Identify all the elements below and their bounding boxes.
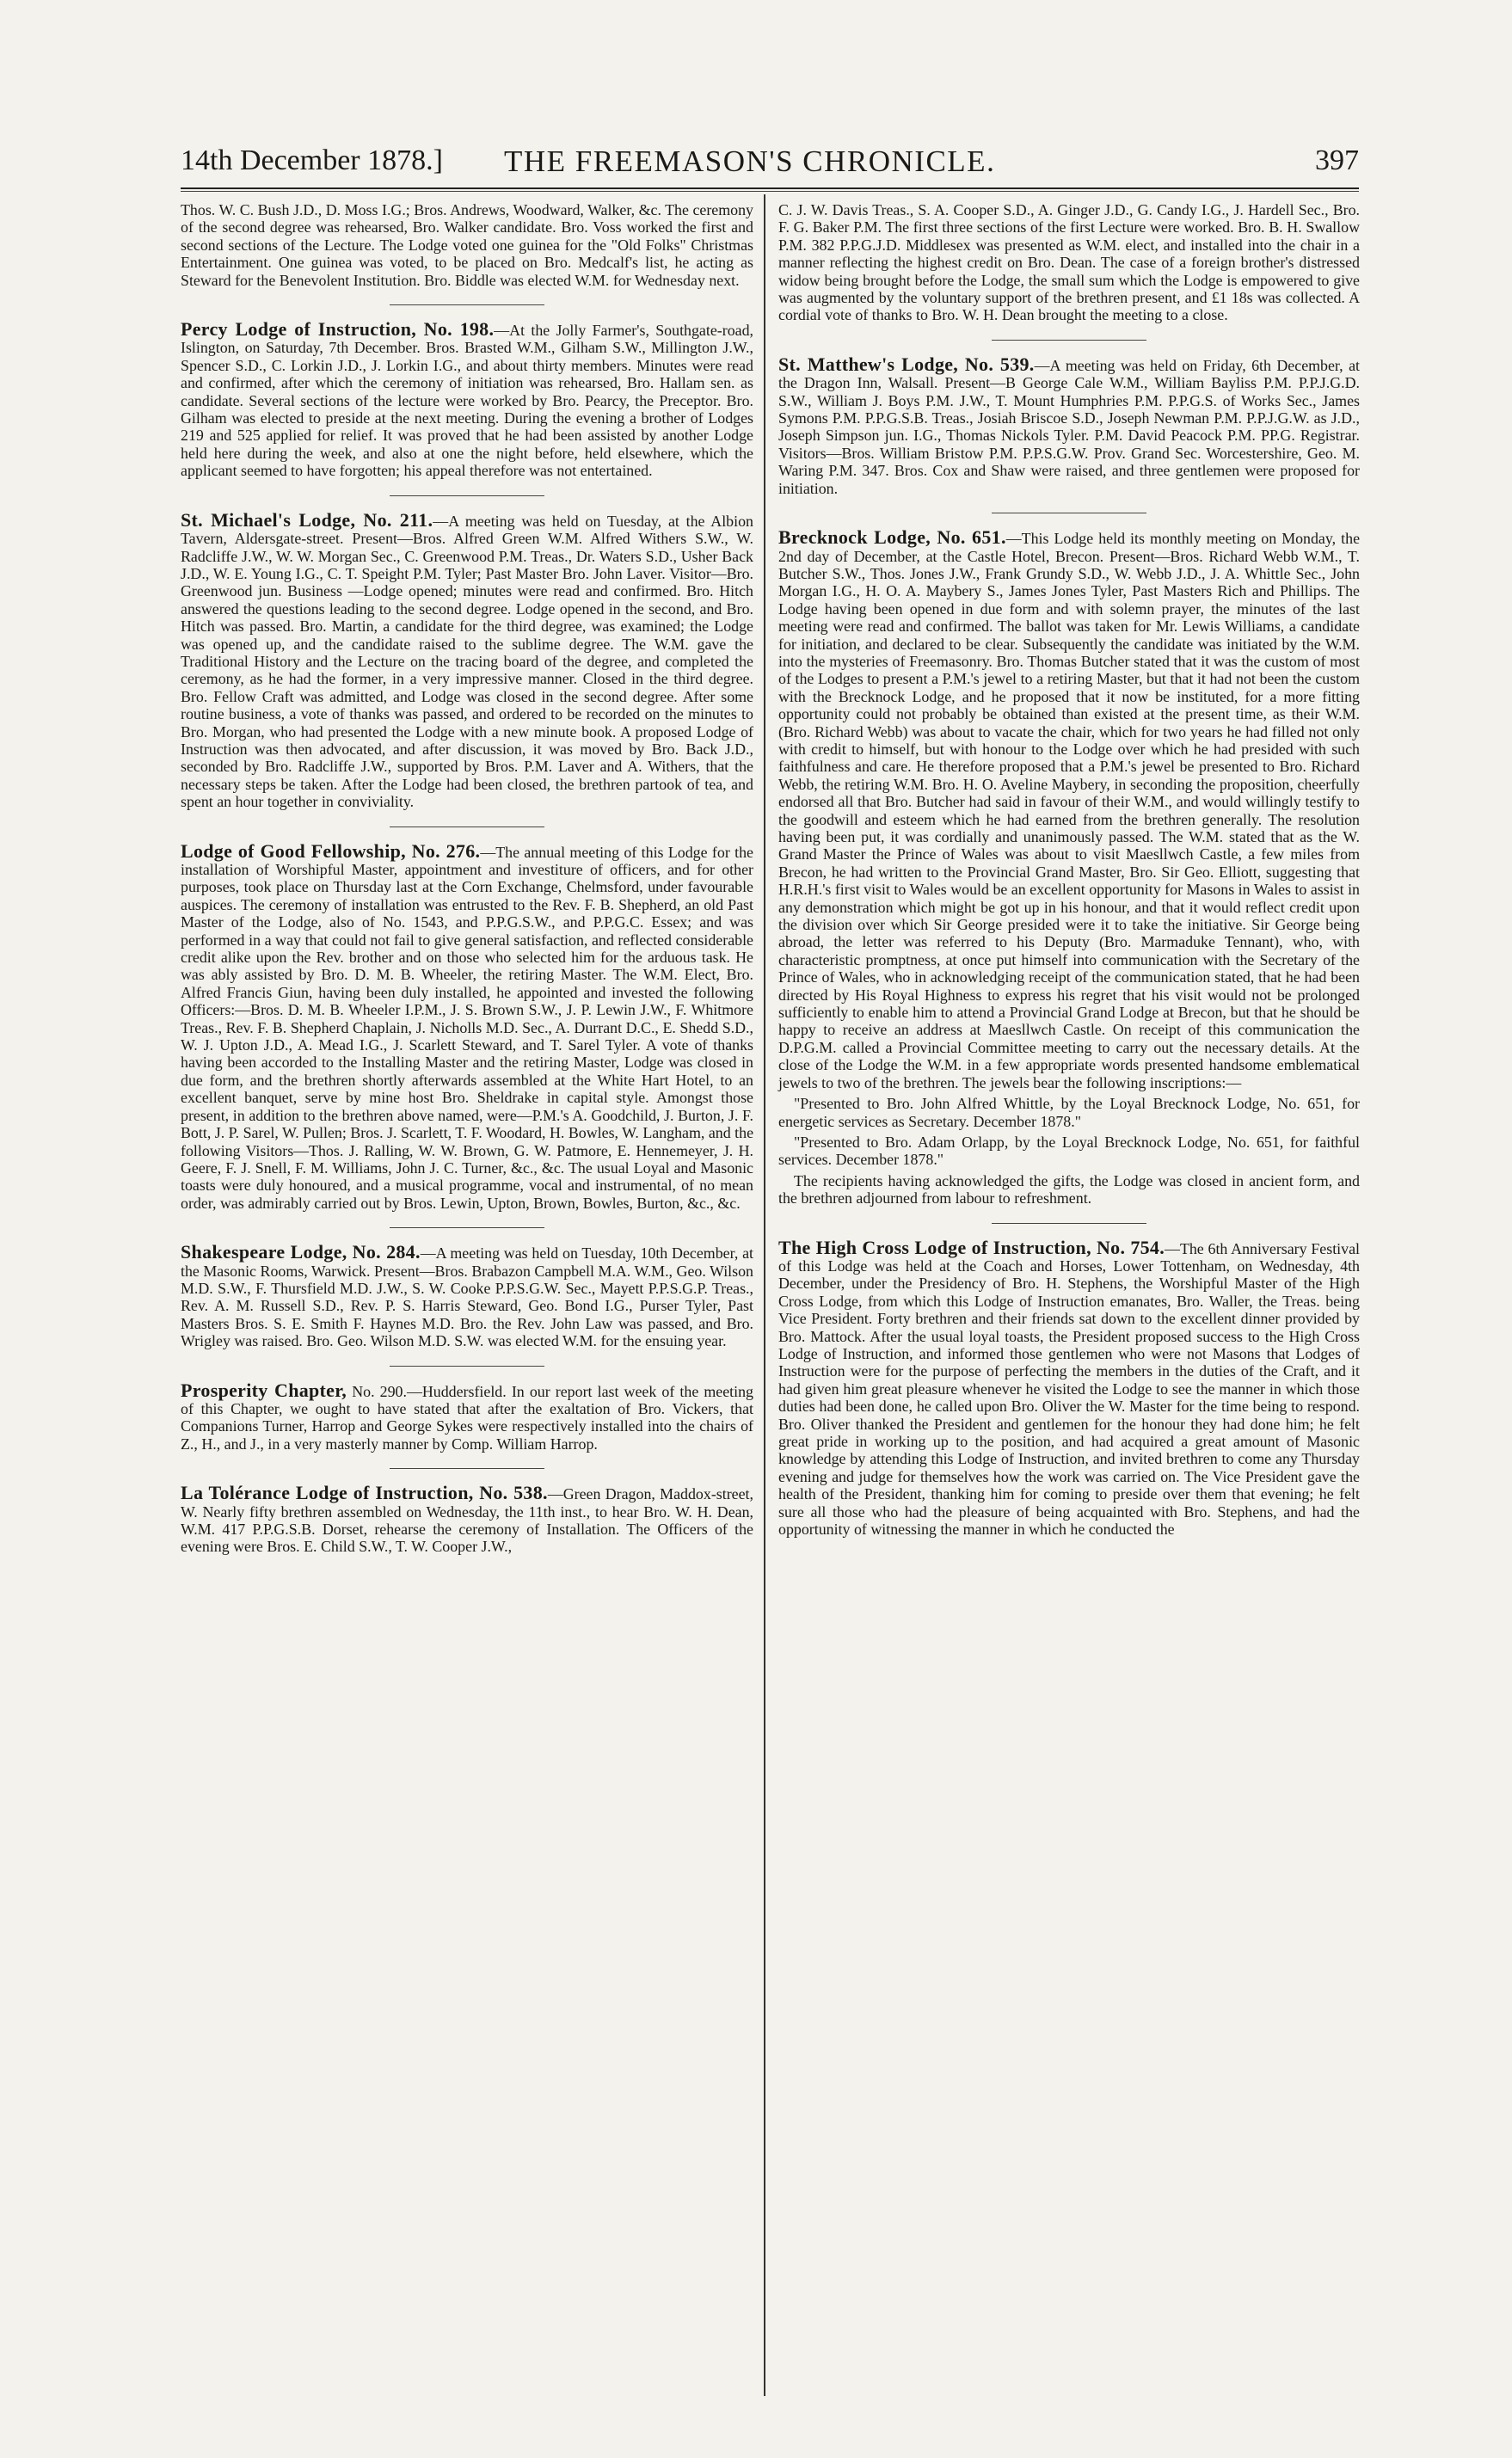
article-body: No. 290.—Huddersfield. In our report last week of the meeting of this Chapter, we ought to have stated that after the exaltation of Bro. Vickers, that Companions Turner, Harrop and George Sykes were respectively installed into the chairs of Z., H., and J., in a very masterly manner by Comp. William Harrop.	[181, 1382, 754, 1453]
article-heading: Shakespeare Lodge, No. 284.	[181, 1241, 421, 1263]
article-closing: The recipients having acknowledged the gifts, the Lodge was closed in ancient form, and the brethren adjourned from labour to refreshment.	[778, 1171, 1360, 1207]
article-body: —This Lodge held its monthly meeting on Monday, the 2nd day of December, at the Castle Hotel, Brecon. Present—Bros. Richard Webb W.M., T. Butcher S.W., Thos. Jones J.W., Frank Grundy S.D., W. Webb J.D., J. A. Whittle Sec., John Morgan I.G., H. O. A. Maybery S., James Jones Tyler, Past Masters Rich and Phillips. The Lodge having been opened in due form and with solemn prayer, the minutes of the last meeting were read and confirmed. The ballot was taken for Mr. Lewis Williams, a candidate for initiation, and declared to be clear. Subsequently the candidate was initiated by the W.M. into the mysteries of Freemasonry. Bro. Thomas Butcher stated that it was the custom of most of the Lodges to present a P.M.'s jewel to a retiring Master, but that it had not been the custom with the Brecknock Lodge, and he proposed that it now be instituted, for a more fitting opportunity could not probably be obtained than existed at the present time, as their W.M. (Bro. Richard Webb) was about to vacate the chair, which for two years he had filled not only with credit to himself, but with honour to the Lodge over which he had presided with such faithfulness and care. He therefore proposed that a P.M.'s jewel be presented to Bro. Richard Webb, the retiring W.M. Bro. H. O. Aveline Maybery, in seconding the proposition, cheerfully endorsed all that Bro. Butcher had said in favour of their W.M., and would willingly testify to the goodwill and esteem which he had earned from the brethren generally. The resolution having been put, it was cordially and unanimously passed. The W.M. stated that as the W. Grand Master the Prince of Wales was about to visit Maesllwch Castle, a few miles from Brecon, he had written to the Provincial Grand Master, Bro. Sir Geo. Elliott, suggesting that H.R.H.'s first visit to Wales would be an excellent opportunity for Masons in Wales to assist in any demonstration which might be got up in his honour, and that it would reflect credit upon the division over which Sir George presided were it to take the initiative. Sir George being abroad, the letter was referred to his Deputy (Bro. Marmaduke Tennant), who, with characteristic promptness, at once put himself into communication with the Secretary of the Prince of Wales, who in acknowledging receipt of the communication stated, that he had been directed by His Royal Highness to express his regret that his visit would not be prolonged sufficiently to enable him to attend a Provincial Grand Lodge at Brecon, but that he should be happy to receive an address at Maesllwch Castle. On receipt of this communication the D.P.G.M. called a Provincial Committee meeting to carry out the necessary details. At the close of the Lodge the W.M. in a few appropriate words presented handsome emblematical jewels to two of the brethren. The jewels bear the following inscriptions:—	[778, 530, 1361, 1091]
column-divider	[764, 194, 765, 2396]
article-body: —A meeting was held on Tuesday, at the Albion Tavern, Aldersgate-street. Present—Bros. Alfred Green W.M. Alfred Withers S.W., W. Radcliffe J.W., W. W. Morgan Sec., C. Greenwood P.M. Treas., Dr. Waters S.D., Usher Back J.D., W. E. Young I.G., C. T. Speight P.M. Tyler; Past Master Bro. John Laver. Visitor—Bro. Greenwood jun. Business —Lodge opened; minutes were read and confirmed. Bro. Hitch answered the questions leading to the second degree. Lodge opened in the second, and Bro. Hitch was passed. Bro. Martin, a candidate for the third degree, was examined; the Lodge was opened up, and the candidate raised to the sublime degree. The W.M. gave the Traditional History and the Lecture on the tracing board of the degree, and completed the ceremony, as he had the former, in a very impressive manner. Closed in the third degree. Bro. Fellow Craft was admitted, and Lodge was closed in the second degree. After some routine business, a vote of thanks was passed, and ordered to be recorded on the minutes to Bro. Morgan, who had presented the Lodge with a new minute book. A proposed Lodge of Instruction was then advocated, and after discussion, it was moved by Bro. Back J.D., seconded by Bro. Radcliffe J.W., supported by Bros. P.M. Laver and A. Withers, that the necessary steps be taken. After the Lodge had been closed, the brethren partook of tea, and spent an hour together in conviviality.	[181, 512, 753, 811]
article-separator	[992, 1223, 1146, 1224]
article-body: —At the Jolly Farmer's, Southgate-road, Islington, on Saturday, 7th December. Bros. Brasted W.M., Gilham S.W., Millington J.W., Spencer S.D., C. Lorkin J.D., J. Lorkin I.G., and about thirty members. Minutes were read and confirmed, after which the ceremony of initiation was rehearsed, Bro. Hallam sen. as candidate. Several sections of the lecture were worked by Bro. Pearcy, the Preceptor. Bro. Gilham was elected to preside at the next meeting. During the evening a brother of Lodges 219 and 525 applied for relief. It was proved that he had been assisted by another Lodge held here during the week, and also at one the night before, held elsewhere, which the applicant seemed to have forgotten; his appeal therefore was not entertained.	[181, 322, 753, 480]
page-header	[181, 144, 1359, 182]
article-body: C. J. W. Davis Treas., S. A. Cooper S.D., A. Ginger J.D., G. Candy I.G., J. Hardell Sec., Bro. F. G. Baker P.M. The first three sections of the first Lecture were worked. Bro. B. H. Swallow P.M. 382 P.P.G.J.D. Middlesex was presented as W.M. elect, and installed into the chair in a manner reflecting the highest credit on Bro. Dean. The case of a foreign brother's distressed widow being brought before the Lodge, the small sum which the Lodge is empowered to give was augmented by the voluntary support of the brethren present, and £1 18s was collected. A cordial vote of thanks to Bro. W. H. Dean brought the meeting to a close.	[778, 201, 1360, 324]
article-prosperity-chapter	[181, 1379, 754, 1453]
article-separator	[390, 1227, 544, 1228]
article-separator	[390, 1366, 544, 1367]
article-high-cross-lodge	[778, 1236, 1360, 1539]
article-heading: Percy Lodge of Instruction, No. 198.	[181, 318, 495, 341]
article-body: —A meeting was held on Friday, 6th December, at the Dragon Inn, Walsall. Present—B George Cale W.M., William Bayliss P.M. P.P.J.G.D. S.W., William J. Boys P.M. J.W., T. Mount Humphries P.M. P.P.G.S. of Works Sec., James Symons P.M. P.P.G.S.B. Treas., Josiah Briscoe S.D., Joseph Newman P.M. P.P.J.G.W. as J.D., Joseph Simpson jun. I.G., Thomas Nickols Tyler. P.M. David Peacock P.M. PP.G. Registrar. Visitors—Bros. William Bristow P.M. P.P.S.G.W. Prov. Grand Sec. Worcestershire, Geo. M. Waring P.M. 347. Bros. Cox and Shaw were raised, and three gentlemen were proposed for initiation.	[778, 356, 1360, 497]
left-column	[181, 201, 753, 1556]
article-percy-lodge	[181, 318, 753, 480]
article-brecknock-lodge	[778, 526, 1361, 1207]
right-column	[778, 201, 1360, 1538]
header-rule	[181, 187, 1359, 189]
article-body: Thos. W. C. Bush J.D., D. Moss I.G.; Bros. Andrews, Woodward, Walker, &c. The ceremony of the second degree was rehearsed, Bro. Walker candidate. Bro. Voss worked the first and second sections of the Lecture. The Lodge voted one guinea for the "Old Folks" Christmas Entertainment. One guinea was voted, to be placed on Bro. Medcalf's list, he acting as Steward for the Benevolent Institution. Bro. Biddle was elected W.M. for Wednesday next.	[181, 201, 753, 289]
inscription-quote: "Presented to Bro. Adam Orlapp, by the Loyal Brecknock Lodge, No. 651, for faithful services. December 1878."	[778, 1133, 1360, 1169]
article-body: —A meeting was held on Tuesday, 10th December, at the Masonic Rooms, Warwick. Present—Bros. Brabazon Campbell M.A. W.M., Geo. Wilson M.D. S.W., F. Thursfield M.D. J.W., S. W. Cooke P.P.S.G.W. Sec., Mayett P.P.S.G.P. Treas., Rev. A. M. Russell S.D., Rev. P. S. Harris Steward, Geo. Bond I.G., Purser Tyler, Past Masters Bros. S. E. Smith F. Haynes M.D. Bro. the Rev. John Law was passed, and Bro. Wrigley was raised. Bro. Geo. Wilson M.D. S.W. was elected W.M. for the ensuing year.	[181, 1244, 753, 1350]
article-la-tolerance-lodge	[181, 1484, 753, 1556]
article-separator	[390, 304, 544, 305]
article-good-fellowship-lodge	[181, 839, 754, 1213]
article-body: —Green Dragon, Maddox-street, W. Nearly fifty brethren assembled on Wednesday, the 11th inst., to hear Bro. W. H. Dean, W.M. 417 P.P.G.S.B. Dorset, rehearse the ceremony of Installation. The Officers of the evening were Bros. E. Child S.W., T. W. Cooper J.W.,	[181, 1485, 753, 1556]
article-heading: Prosperity Chapter,	[181, 1379, 347, 1401]
article-st-matthews-lodge	[778, 353, 1360, 497]
article-body: —The annual meeting of this Lodge for the installation of Worshipful Master, appointment and investiture of officers, and for other purposes, took place on Thursday last at the Corn Exchange, Chelmsford, under favourable auspices. The ceremony of installation was entrusted to the Rev. F. B. Shepherd, an old Past Master of the Lodge, also of No. 1543, and P.P.G.S.W., and P.P.G.C. Essex; and was performed in a way that could not fail to give general satisfaction, and reflected considerable credit alike upon the Rev. brother and on those who selected him for the arduous task. He was ably assisted by Bro. D. M. B. Wheeler, the retiring Master. The W.M. Elect, Bro. Alfred Francis Giun, having been duly installed, he appointed and invested the following Officers:—Bros. D. M. B. Wheeler I.P.M., J. S. Brown S.W., J. P. Lewin J.W., F. Whitmore Treas., Rev. F. B. Shepherd Chaplain, J. Nicholls M.D. Sec., A. Durrant D.C., E. Shedd S.D., W. J. Upton J.D., A. Mead I.G., J. Scarlett Steward, and T. Sarel Tyler. A vote of thanks having been accorded to the Installing Master and the retiring Master, Lodge was closed in due form, and the brethren shortly afterwards assembled at the White Hart Hotel, to an excellent banquet, serve by mine host Bro. Sheldrake in capital style. Amongst those present, in addition to the brethren above named, were—P.M.'s A. Goodchild, J. Burton, J. F. Bott, J. P. Sarel, W. Pullen; Bros. J. Scarlett, T. F. Woodard, H. Bowles, W. Langham, and the following Visitors—Thos. J. Ralling, W. W. Brown, G. W. Patmore, E. Hennemeyer, J. H. Geere, F. J. Snell, F. M. Williams, John J. C. Turner, &c., &c. The usual Loyal and Masonic toasts were duly honoured, and a musical programme, vocal and instrumental, of no mean order, was admirably carried out by Bros. Lewin, Upton, Brown, Bowles, Burton, &c., &c.	[181, 843, 754, 1212]
inscription-quote: "Presented to Bro. John Alfred Whittle, by the Loyal Brecknock Lodge, No. 651, for energetic services as Secretary. December 1878."	[778, 1095, 1360, 1130]
article-heading: St. Michael's Lodge, No. 211.	[181, 508, 433, 531]
article-body: —The 6th Anniversary Festival of this Lodge was held at the Coach and Horses, Lower Tottenham, on Wednesday, 4th December, under the Presidency of Bro. H. Stephens, the Worshipful Master of the High Cross Lodge, from which this Lodge of Instruction emanates, Bro. Waller, the Treas. being Vice President. Forty brethren and their friends sat down to the excellent dinner provided by Bro. Mattock. After the usual loyal toasts, the President proposed success to the High Cross Lodge of Instruction, and informed those gentlemen who were not Masons that Lodges of Instruction were for the purpose of perfecting the members in the duties of the Craft, and it had given him great pleasure whenever he visited the Lodge to see the manner in which those duties had been done, he called upon Bro. Oliver the W. Master for the time being to respond. Bro. Oliver thanked the President and gentlemen for the honour they had done him; he felt great pride in working up to the position, and had acquired a great amount of Masonic knowledge by attending this Lodge of Instruction, and invited brethren to come any Thursday evening and judge for themselves how the work was carried on. The Vice President gave the health of the President, thanking him for coming to preside over them that evening; he felt sure all those who had the pleasure of being acquainted with Bro. Stephens, and had the opportunity of witnessing the manner in which he conducted the	[778, 1239, 1360, 1539]
article-continued	[778, 201, 1360, 324]
article-heading: La Tolérance Lodge of Instruction, No. 538.	[181, 1482, 548, 1504]
header-rule-thin	[181, 191, 1359, 192]
issue-date: 14th December 1878.]	[181, 144, 443, 176]
article-heading: Brecknock Lodge, No. 651.	[778, 526, 1006, 549]
article-heading: St. Matthew's Lodge, No. 539.	[778, 353, 1035, 375]
article-st-michaels-lodge	[181, 508, 753, 811]
article-heading: Lodge of Good Fellowship, No. 276.	[181, 839, 481, 862]
article-continued	[181, 201, 753, 289]
page-number: 397	[1315, 144, 1359, 176]
masthead-title: THE FREEMASON'S CHRONICLE.	[504, 144, 996, 178]
article-separator	[992, 340, 1146, 341]
article-heading: The High Cross Lodge of Instruction, No. 754.	[778, 1236, 1165, 1258]
article-separator	[390, 495, 544, 496]
article-shakespeare-lodge	[181, 1241, 753, 1350]
article-separator	[390, 1468, 544, 1469]
